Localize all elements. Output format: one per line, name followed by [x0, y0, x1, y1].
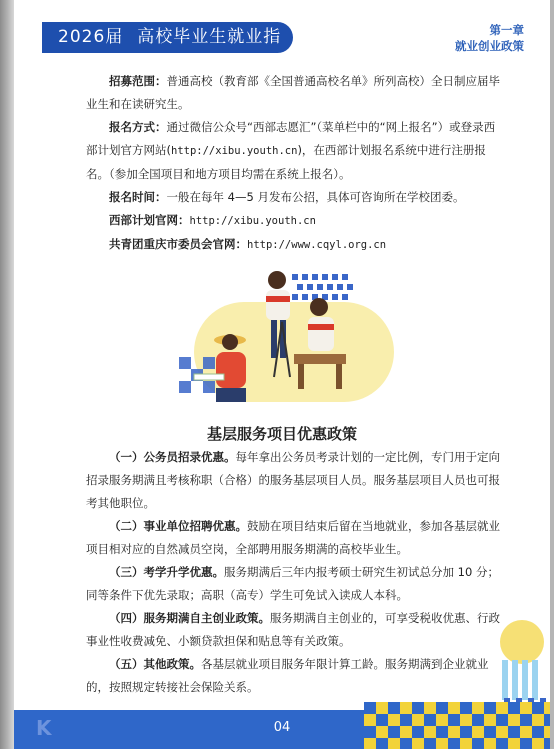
signup-paragraph [86, 116, 500, 186]
policy-item-text: 服务期满自主创业的，可享受税收优惠、行政事业性收费减免、小额贷款担保和贴息等有关政策。 [86, 611, 500, 648]
policy-item-text: 服务期满后三年内报考硕士研究生初试总分加 10 分；同等条件下优先录取；高职（高专）学生可免试入读成人本科。 [86, 565, 499, 602]
page-number: 04 [273, 720, 291, 735]
signup-url-link[interactable]: http://xibu.youth.cn [171, 145, 298, 157]
policy-item [86, 607, 500, 653]
time-label: 报名时间： [109, 190, 167, 204]
document-page [14, 0, 550, 749]
site-label: 西部计划官网： [109, 213, 190, 227]
volunteers-illustration [174, 262, 404, 412]
header-banner [42, 22, 293, 78]
policy-item-label: （三）考学升学优惠。 [109, 565, 224, 579]
signup-text-b: )，在西部计划报名系统中进行注册报名。（参加全国项目和地方项目均需在系统上报名）。 [86, 143, 486, 181]
recruit-label: 招募范围： [109, 74, 167, 88]
chapter-label [455, 22, 524, 54]
intro-section [86, 70, 500, 257]
policy-item-label: （五）其他政策。 [109, 657, 201, 671]
cq-paragraph [86, 233, 500, 257]
header-year: 2026届 [58, 27, 124, 47]
policy-item-label: （一）公务员招录优惠。 [109, 450, 236, 464]
page-footer [14, 710, 550, 749]
policy-item [86, 561, 500, 607]
policy-item [86, 653, 500, 699]
chapter-title: 就业创业政策 [455, 39, 524, 53]
site-url-link[interactable]: http://xibu.youth.cn [189, 215, 316, 227]
recruit-paragraph [86, 70, 500, 116]
recruit-text: 普通高校（教育部《全国普通高校名单》所列高校）全日制应届毕业生和在读研究生。 [86, 74, 500, 111]
time-paragraph [86, 186, 500, 209]
cq-url-link[interactable]: http://www.cqyl.org.cn [247, 239, 387, 251]
signup-label: 报名方式： [109, 120, 167, 134]
policy-section [86, 446, 500, 699]
time-text: 一般在每年 4—5 月发布公招，具体可咨询所在学校团委。 [166, 190, 465, 204]
header-title: 高校毕业生就业指南 [58, 27, 282, 78]
policy-item-label: （四）服务期满自主创业政策。 [109, 611, 270, 625]
policy-item [86, 515, 500, 561]
policy-item-text: 各基层就业项目服务年限计算工龄。服务期满到企业就业的，按照规定转接社会保险关系。 [86, 657, 489, 694]
section-heading: 基层服务项目优惠政策 [206, 425, 357, 443]
cq-label: 共青团重庆市委员会官网： [109, 237, 247, 251]
site-paragraph [86, 209, 500, 233]
policy-item-text: 每年拿出公务员考录计划的一定比例，专门用于定向招录服务期满且考核称职（合格）的服务基层项目人员。服务基层项目人员也可报考其他职位。 [86, 450, 500, 510]
k-logo-icon: K [36, 716, 52, 740]
signup-text-a: 通过微信公众号“西部志愿汇”（菜单栏中的“网上报名”）或登录西部计划官方网站( [86, 120, 496, 157]
policy-item-text: 鼓励在项目结束后留在当地就业，参加各基层就业项目相对应的自然减员空岗，全部聘用服务期满的高校毕业生。 [86, 519, 500, 556]
chapter-number: 第一章 [489, 23, 524, 37]
policy-item [86, 446, 500, 515]
policy-item-label: （二）事业单位招聘优惠。 [109, 519, 247, 533]
